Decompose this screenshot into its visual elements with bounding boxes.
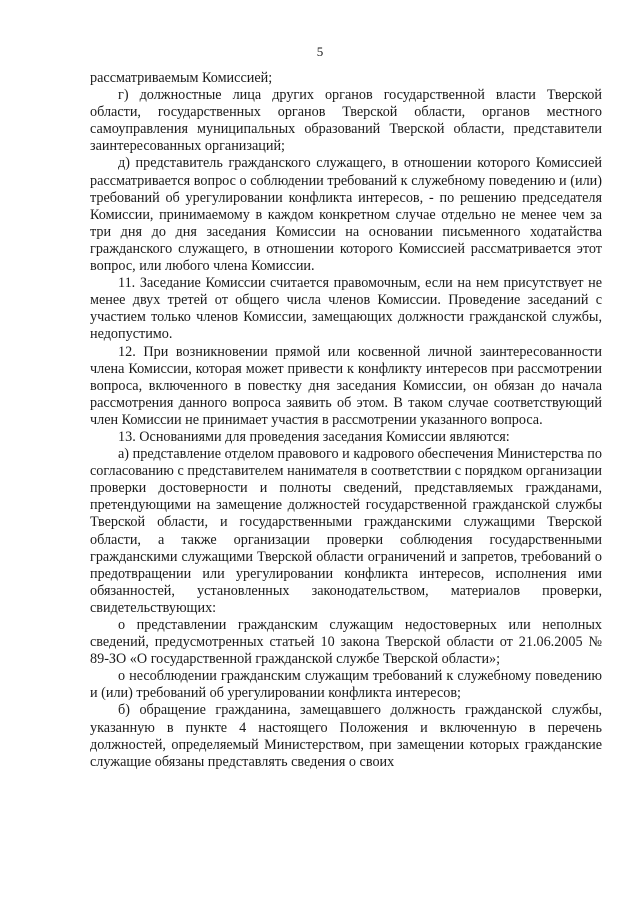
page-number: 5 xyxy=(316,44,324,59)
paragraph: д) представитель гражданского служащего, в отношении которого Комиссией рассматривается вопрос о соблюдении требований к служебному поведению и (или) требований об урегулировании конфликта интересов, - по решению председателя Комиссии, принимаемому в каждом конкретном случае отдельно не менее чем за три дня до дня заседания Комиссии на основании письменного ходатайства гражданского служащего, в отношении которого Комиссией рассматривается этот вопрос, или любого члена Комиссии. xyxy=(90,155,602,275)
paragraph: а) представление отделом правового и кадрового обеспечения Министерства по согласованию с представителем нанимателя в соответствии с порядком организации проверки достоверности и полноты сведений, представляемых гражданами, претендующими на замещение должностей государственной гражданской службы Тверской области, и государственными гражданскими служащими Тверской области, а также организации проверки соблюдения государственными гражданскими служащими Тверской области ограничений и запретов, требований о предотвращении или урегулировании конфликта интересов, исполнения ими обязанностей, установленных законодательством, материалов проверки, свидетельствующих: xyxy=(90,446,602,616)
paragraph: о представлении гражданским служащим недостоверных или неполных сведений, предусмотренных статьей 10 закона Тверской области от 21.06.2005 № 89-ЗО «О государственной гражданской службе Тверской области»; xyxy=(90,617,602,668)
paragraph: 11. Заседание Комиссии считается правомочным, если на нем присутствует не менее двух третей от общего числа членов Комиссии. Проведение заседаний с участием только членов Комиссии, замещающих должности гражданской службы, недопустимо. xyxy=(90,275,602,343)
paragraph: 13. Основаниями для проведения заседания Комиссии являются: xyxy=(118,428,510,445)
paragraph: о несоблюдении гражданским служащим требований к служебному поведению и (или) требований об урегулировании конфликта интересов; xyxy=(90,668,602,702)
document-body xyxy=(90,70,602,771)
paragraph: б) обращение гражданина, замещавшего должность гражданской службы, указанную в пункте 4 настоящего Положения и включенную в перечень должностей, определяемый Министерством, при замещении которых гражданские служащие обязаны представлять сведения о своих xyxy=(90,702,602,770)
paragraph: рассматриваемым Комиссией; xyxy=(90,70,273,86)
paragraph: 12. При возникновении прямой или косвенной личной заинтересованности члена Комиссии, которая может привести к конфликту интересов при рассмотрении вопроса, включенного в повестку дня заседания Комиссии, он обязан до начала рассмотрения данного вопроса заявить об этом. В таком случае соответствующий член Комиссии не принимает участия в рассмотрении указанного вопроса. xyxy=(90,343,602,428)
paragraph: г) должностные лица других органов государственной власти Тверской области, государственных органов Тверской области, органов местного самоуправления муниципальных образований Тверской области, представители заинтересованных организаций; xyxy=(90,87,602,155)
